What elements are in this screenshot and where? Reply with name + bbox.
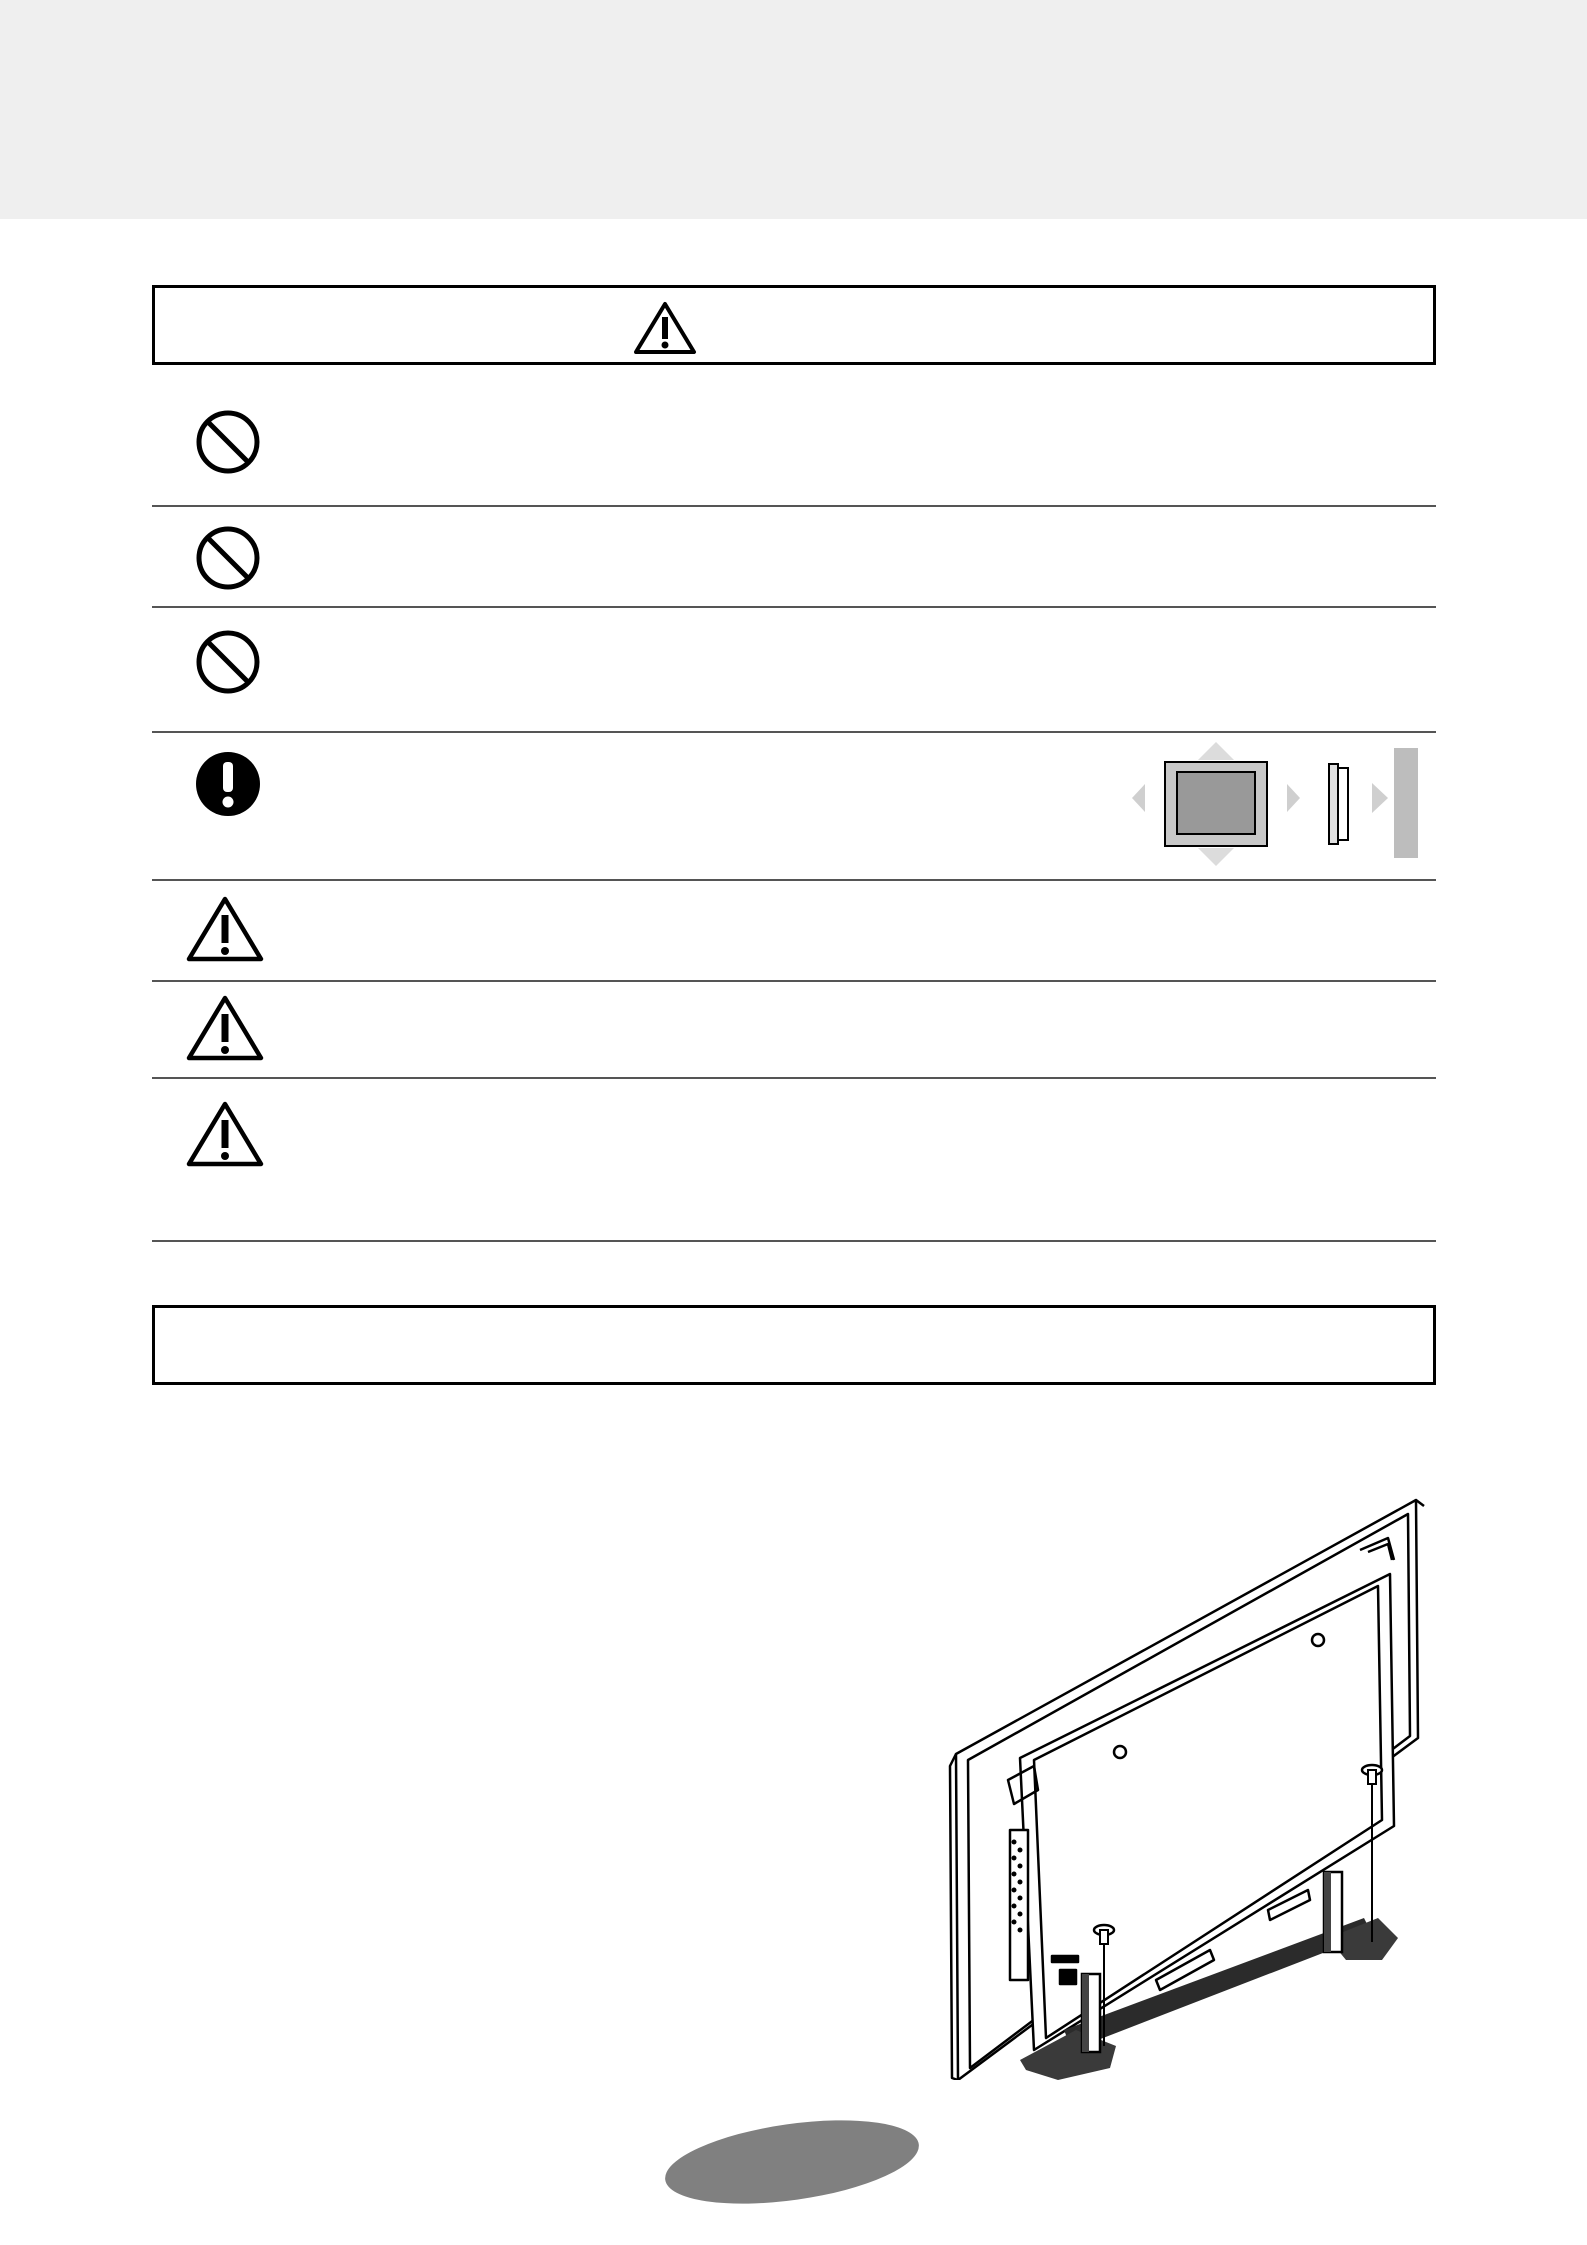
caution-header-box	[152, 285, 1436, 365]
display-screen	[1177, 772, 1255, 834]
warning-triangle-icon	[186, 994, 264, 1062]
warning-triangle-icon	[186, 1100, 264, 1168]
row-divider	[152, 1240, 1436, 1242]
row-divider	[152, 980, 1436, 982]
clearance-arrow-right	[1287, 784, 1300, 812]
clearance-arrow-left	[1132, 784, 1145, 812]
row-divider	[152, 606, 1436, 608]
row-divider	[152, 1077, 1436, 1079]
placement-clearance-diagram	[1128, 740, 1432, 870]
clearance-arrow-wall	[1372, 783, 1388, 813]
warning-triangle-icon	[633, 301, 697, 355]
prohibition-icon	[194, 408, 262, 476]
header-band	[0, 0, 1587, 219]
clearance-arrow-bottom	[1198, 848, 1234, 866]
prohibition-icon	[194, 628, 262, 696]
section-header-box	[152, 1305, 1436, 1385]
row-divider	[152, 731, 1436, 733]
row-divider	[152, 505, 1436, 507]
clearance-arrow-top	[1198, 742, 1234, 760]
warning-triangle-icon	[186, 895, 264, 963]
row-divider	[152, 879, 1436, 881]
prohibition-icon	[194, 524, 262, 592]
mandatory-action-icon	[194, 750, 262, 818]
wall	[1394, 748, 1418, 858]
stand-attachment-illustration	[948, 1490, 1426, 2080]
display-side	[1329, 764, 1338, 844]
page-number-oval	[662, 2120, 922, 2204]
